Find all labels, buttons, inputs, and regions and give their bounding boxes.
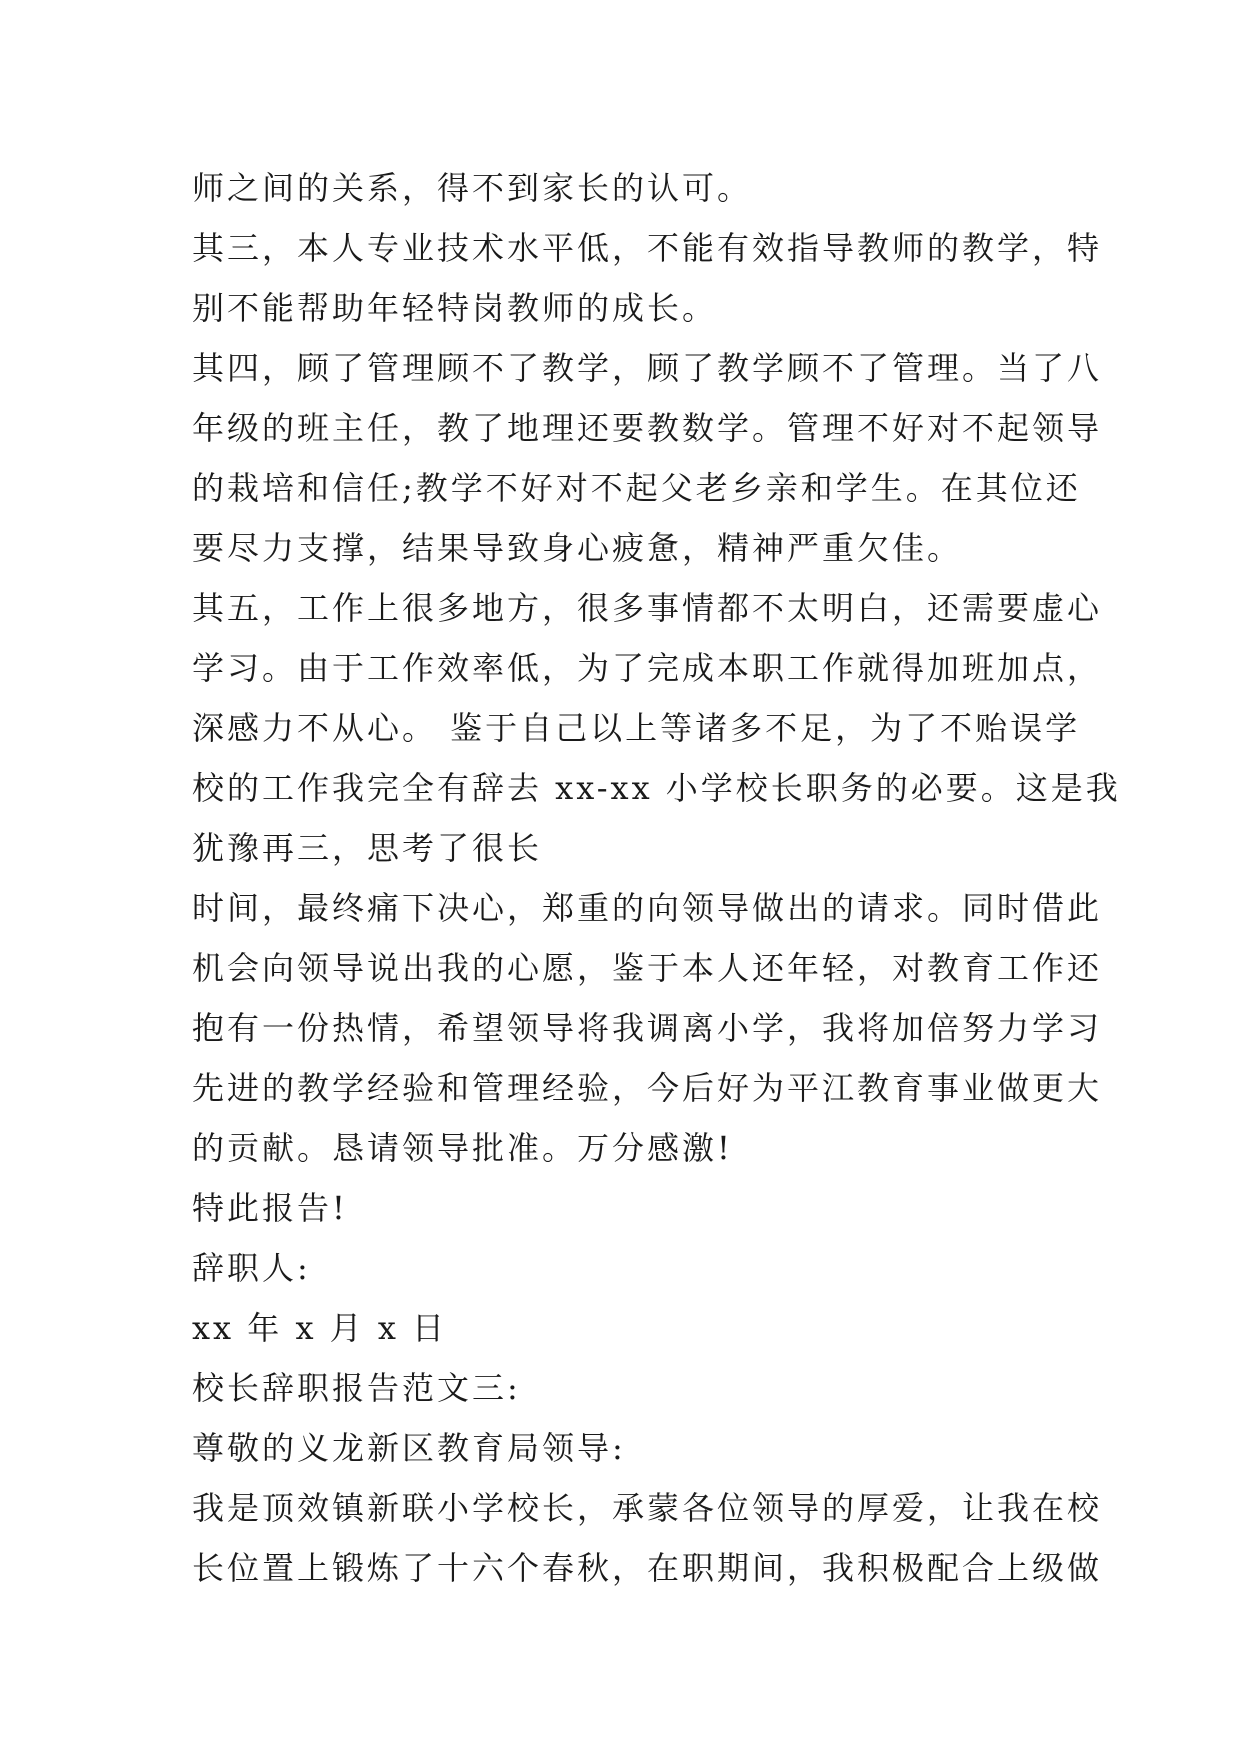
text-line: 我是顶效镇新联小学校长，承蒙各位领导的厚爱，让我在校 [192,1489,1103,1527]
text-line: 校长辞职报告范文三: [192,1369,521,1407]
text-line: 校的工作我完全有辞去 xx-xx 小学校长职务的必要。这是我 [192,769,1121,807]
text-line: 深感力不从心。 鉴于自己以上等诸多不足，为了不贻误学 [192,709,1081,747]
text-line: 的贡献。恳请领导批准。万分感激! [192,1129,733,1167]
text-line: 长位置上锻炼了十六个春秋，在职期间，我积极配合上级做 [192,1549,1103,1587]
text-line: 其三，本人专业技术水平低，不能有效指导教师的教学，特 [192,229,1103,267]
text-line: 先进的教学经验和管理经验，今后好为平江教育事业做更大 [192,1069,1103,1107]
text-line: 年级的班主任，教了地理还要教数学。管理不好对不起领导 [192,409,1103,447]
text-line: 辞职人: [192,1249,311,1287]
text-line: 时间，最终痛下决心，郑重的向领导做出的请求。同时借此 [192,889,1103,927]
text-line: 抱有一份热情，希望领导将我调离小学，我将加倍努力学习 [192,1009,1103,1047]
text-line: 特此报告! [192,1189,348,1227]
text-line: 要尽力支撑，结果导致身心疲惫，精神严重欠佳。 [192,529,963,567]
document-body [192,158,1121,1598]
text-line: 师之间的关系，得不到家长的认可。 [192,169,753,207]
text-line: 别不能帮助年轻特岗教师的成长。 [192,289,718,327]
text-line: xx 年 x 月 x 日 [192,1309,448,1347]
text-line: 学习。由于工作效率低，为了完成本职工作就得加班加点， [192,649,1103,687]
text-line: 的栽培和信任;教学不好对不起父老乡亲和学生。在其位还 [192,469,1081,507]
text-line: 其四，顾了管理顾不了教学，顾了教学顾不了管理。当了八 [192,349,1103,387]
text-line: 尊敬的义龙新区教育局领导: [192,1429,626,1467]
text-line: 犹豫再三，思考了很长 [192,829,543,867]
text-line: 机会向领导说出我的心愿，鉴于本人还年轻，对教育工作还 [192,949,1103,987]
text-line: 其五，工作上很多地方，很多事情都不太明白，还需要虚心 [192,589,1103,627]
